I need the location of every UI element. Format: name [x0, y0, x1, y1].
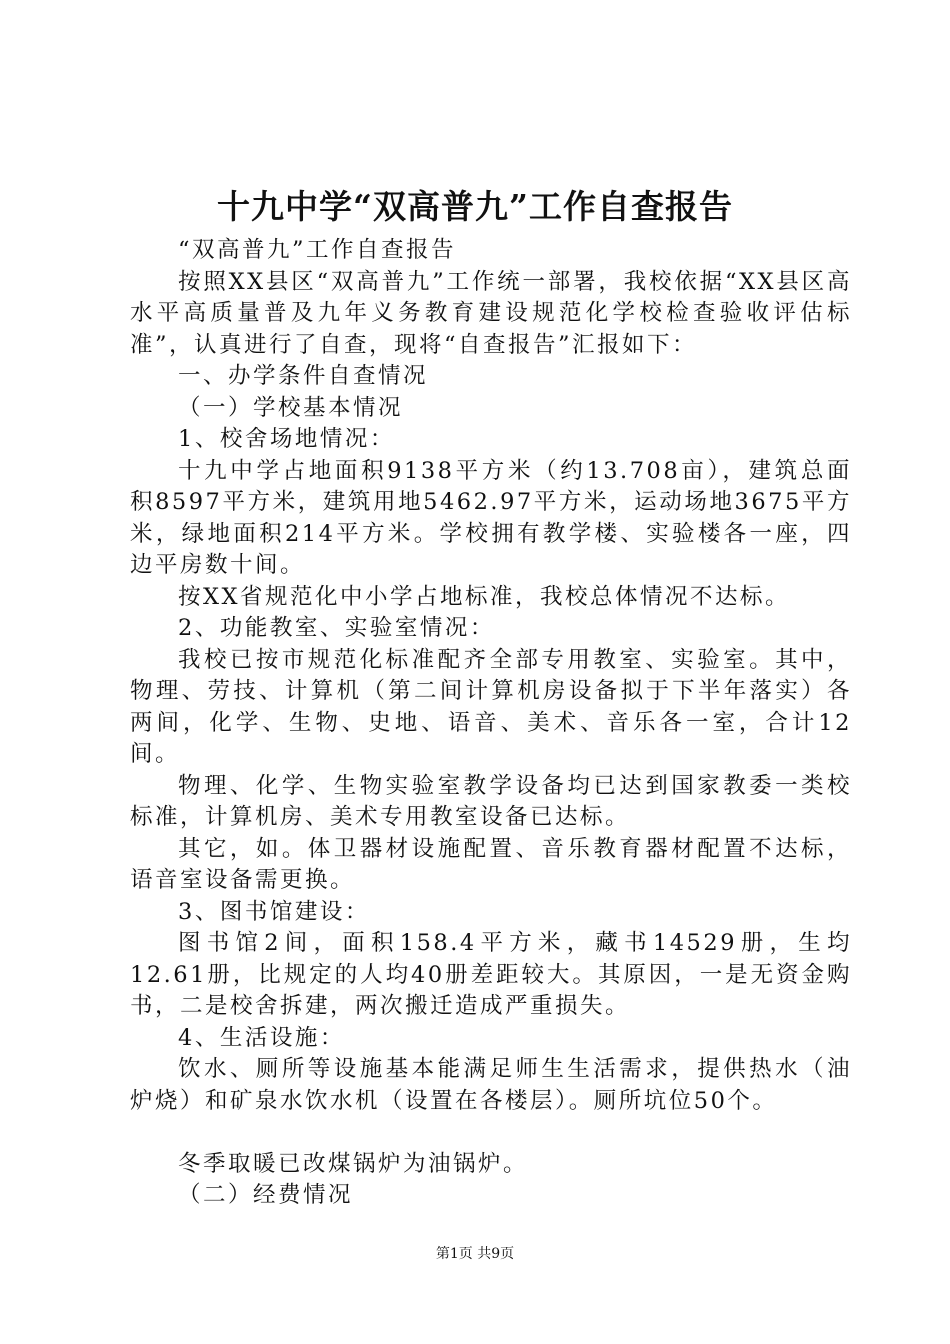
paragraph-other-equipment: 其它，如。体卫器材设施配置、音乐教育器材配置不达标，语音室设备需更换。 [130, 835, 852, 893]
heading-section-1: 一、办学条件自查情况 [178, 363, 429, 389]
heading-subsection-2: （二）经费情况 [178, 1182, 354, 1208]
document-title: 十九中学“双高普九”工作自查报告 [217, 187, 733, 226]
heading-item-2: 2、功能教室、实验室情况： [178, 615, 495, 641]
page-footer: 第1页 共9页 [435, 1246, 515, 1262]
heading-item-4: 4、生活设施： [178, 1024, 345, 1051]
paragraph-facilities: 饮水、厕所等设施基本能满足师生生活需求，提供热水（油炉烧）和矿泉水饮水机（设置在各楼层）。厕所坑位50个。 [130, 1056, 852, 1114]
paragraph-heating: 冬季取暖已改煤锅炉为油锅炉。 [178, 1150, 529, 1177]
heading-subsection-1: （一）学校基本情况 [178, 394, 404, 421]
paragraph-intro: 按照XX县区“双高普九”工作统一部署，我校依据“XX县区高水平高质量普及九年义务教育建设规范化学校检查验收评估标准”，认真进行了自查，现将“自查报告”汇报如下： [130, 268, 852, 358]
paragraph-subtitle: “双高普九”工作自查报告 [178, 237, 457, 263]
paragraph-classrooms: 我校已按市规范化标准配齐全部专用教室、实验室。其中，物理、劳技、计算机（第二间计算机房设备拟于下半年落实）各两间，化学、生物、史地、语音、美术、音乐各一室，合计12间。 [130, 646, 852, 767]
paragraph-library: 图书馆2间，面积158.4平方米，藏书14529册，生均12.61册，比规定的人均40册差距较大。其原因，一是无资金购书，二是校舍拆建，两次搬迁造成严重损失。 [130, 930, 852, 1019]
paragraph-lab-equipment: 物理、化学、生物实验室教学设备均已达到国家教委一类校标准，计算机房、美术专用教室设备已达标。 [130, 772, 852, 830]
paragraph-campus-standard: 按XX省规范化中小学占地标准，我校总体情况不达标。 [178, 583, 791, 610]
heading-item-1: 1、校舍场地情况： [178, 426, 395, 452]
heading-item-3: 3、图书馆建设： [178, 898, 370, 925]
paragraph-campus-area: 十九中学占地面积9138平方米（约13.708亩），建筑总面积8597平方米，建筑用地5462.97平方米，运动场地3675平方米，绿地面积214平方米。学校拥有教学楼、实验楼各一座，四边平房数十间。 [130, 457, 852, 578]
document-body [130, 235, 852, 1212]
